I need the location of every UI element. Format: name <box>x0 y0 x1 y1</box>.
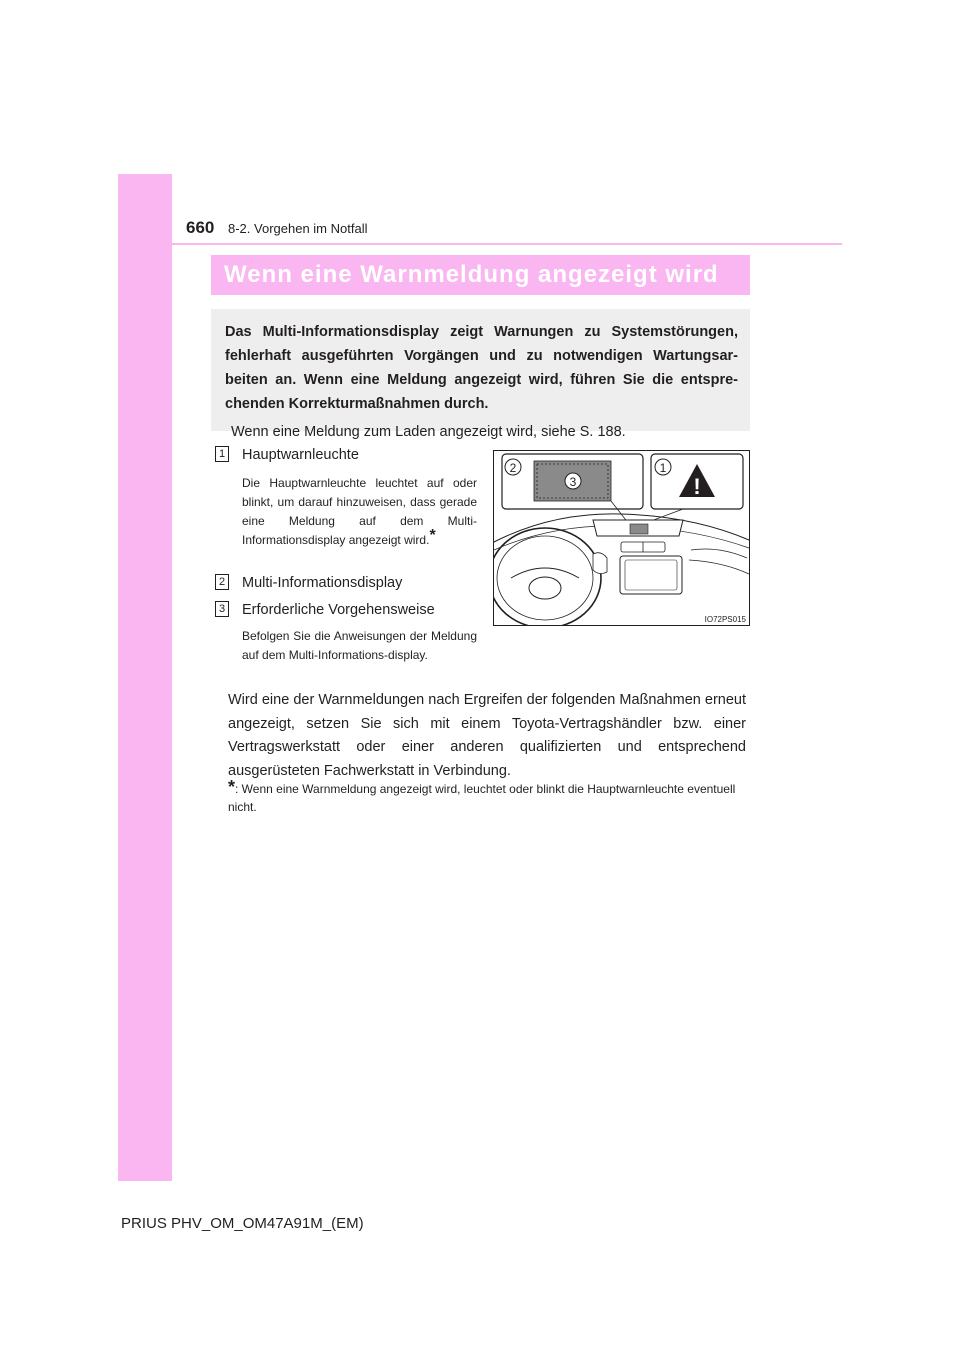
section-title: Wenn eine Warnmeldung angezeigt wird <box>224 261 719 288</box>
intro-text: Das Multi-Informationsdisplay zeigt Warnungen zu Systemstörungen, fehlerhaft ausgeführten Vorgängen und zu notwendigen Wartungsar-beiten an. Wenn eine Meldung angezeigt wird, führen Sie die entspre-chenden Korrekturmaßnahmen durch. <box>225 324 738 412</box>
item-description-1-text: Die Hauptwarnleuchte leuchtet auf oder blinkt, um darauf hinzuweisen, dass gerade eine Meldung auf dem Multi-Informationsdisplay angezeigt wird. <box>242 476 477 547</box>
footnote-text: : Wenn eine Warnmeldung angezeigt wird, leuchtet oder blinkt die Hauptwarnleuchte eventuell nicht. <box>228 782 736 814</box>
body-paragraph: Wird eine der Warnmeldungen nach Ergreifen der folgenden Maßnahmen erneut angezeigt, setzen Sie sich mit einem Toyota-Vertragshändler bzw. einer Vertragswerkstatt oder einer anderen qualifizierten und entsprechend ausgerüsteten Fachwerkstatt in Verbindung. <box>228 692 746 779</box>
illus-callout-3: 3 <box>569 475 577 489</box>
footnote-star: * <box>228 777 236 797</box>
intro-box <box>211 309 750 440</box>
header-rule <box>118 243 842 245</box>
chapter-heading: 8-2. Vorgehen im Notfall <box>228 221 368 236</box>
page-number: 660 <box>186 218 215 237</box>
item-label-3: Erforderliche Vorgehensweise <box>242 602 435 618</box>
dashboard-illustration <box>493 450 750 626</box>
intro-reference: Wenn eine Meldung zum Laden angezeigt wird, siehe S. 188. <box>231 424 626 440</box>
illus-callout-1: 1 <box>659 461 667 475</box>
item-label-1: Hauptwarnleuchte <box>242 447 359 463</box>
illustration-code: IO72PS015 <box>704 615 746 624</box>
item-label-2: Multi-Informationsdisplay <box>242 575 403 591</box>
section-title-bar <box>211 255 750 295</box>
item-description-1 <box>242 474 477 550</box>
item-marker-2: 2 <box>215 574 229 590</box>
item-marker-3: 3 <box>215 601 229 617</box>
warning-symbol: ! <box>693 474 701 499</box>
footer-doc-id: PRIUS PHV_OM_OM47A91M_(EM) <box>121 1215 364 1232</box>
footnote-mark: * <box>429 527 436 544</box>
footnote <box>228 778 746 816</box>
item-description-3: Befolgen Sie die Anweisungen der Meldung auf dem Multi-Informations-display. <box>242 629 477 662</box>
illus-callout-2: 2 <box>509 461 517 475</box>
side-tab-strip <box>118 174 172 1181</box>
item-marker-1: 1 <box>215 446 229 462</box>
